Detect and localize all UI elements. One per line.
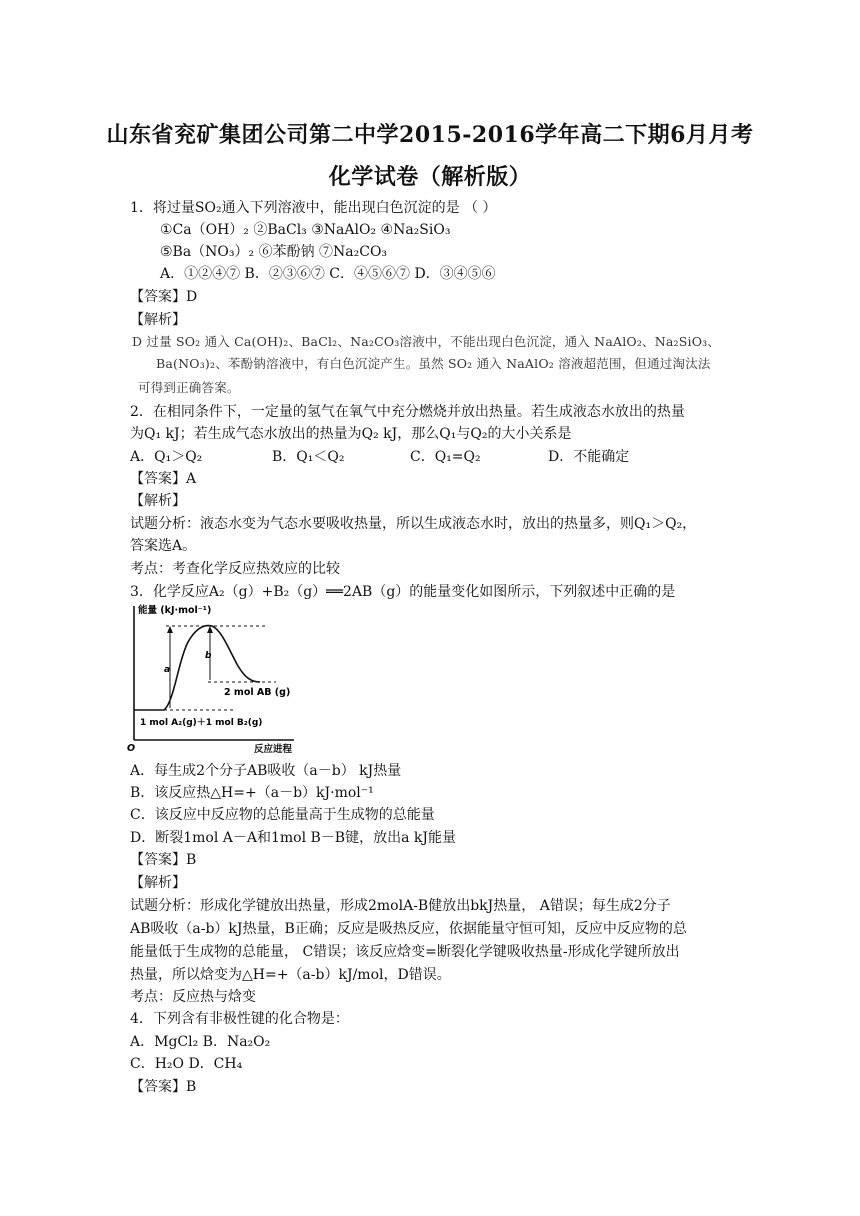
- y-axis-label: 能量 (kJ·mol⁻¹): [138, 605, 212, 616]
- q4-stem: 4．下列含有非极性键的化合物是：: [130, 1011, 349, 1027]
- label-a: a: [164, 665, 171, 675]
- q2-option-d: D．不能确定: [548, 449, 630, 465]
- q2-jiexi-label: 【解析】: [130, 493, 186, 509]
- q3-analysis-line1: 试题分析：形成化学键放出热量，形成2molA-B健放出bkJ热量， A错误；每生成2分子: [130, 898, 671, 914]
- energy-diagram: [126, 602, 296, 754]
- q1-jiexi-label: 【解析】: [130, 312, 186, 328]
- arrow-a-head: [167, 626, 173, 633]
- q4-options-row2: C．H₂O D．CH₄: [130, 1056, 243, 1072]
- q3-kaodian: 考点：反应热与焓变: [130, 989, 256, 1005]
- q3-answer: 【答案】B: [130, 852, 197, 868]
- arrow-b-head: [207, 626, 213, 633]
- q1-scan-line2: Ba(NO₃)₂、苯酚钠溶液中，有白色沉淀产生。虽然 SO₂ 通入 NaAlO₂ 溶液超范围，但通过淘汰法: [156, 356, 711, 371]
- q1-choices: A．①②④⑦ B．②③⑥⑦ C．④⑤⑥⑦ D．③④⑤⑥: [160, 266, 496, 282]
- reactant-label: 1 mol A₂(g)＋1 mol B₂(g): [140, 718, 263, 728]
- q2-analysis-line2: 答案选A。: [130, 538, 197, 554]
- q1-answer: 【答案】D: [130, 289, 198, 305]
- q3-analysis-line3: 能量低于生成物的总能量， C错误；该反应焓变=断裂化学键吸收热量-形成化学键所放出: [130, 944, 680, 960]
- q3-analysis-line4: 热量，所以焓变为△H=+（a-b）kJ/mol，D错误。: [130, 967, 451, 983]
- q3-option-d: D．断裂1mol A－A和1mol B－B键，放出a kJ能量: [130, 830, 456, 846]
- q1-scan-line3: 可得到正确答案。: [138, 380, 240, 395]
- q3-option-c: C．该反应中反应物的总能量高于生成物的总能量: [130, 807, 435, 823]
- q2-option-a: A．Q₁＞Q₂: [130, 449, 203, 465]
- q3-jiexi-label: 【解析】: [130, 875, 186, 891]
- q2-option-b: B．Q₁＜Q₂: [272, 449, 345, 465]
- q1-options-row2: ⑤Ba（NO₃）₂ ⑥苯酚钠 ⑦Na₂CO₃: [160, 244, 388, 260]
- q2-option-c: C．Q₁=Q₂: [410, 449, 481, 465]
- q3-option-a: A．每生成2个分子AB吸收（a－b） kJ热量: [130, 763, 402, 779]
- q2-stem-line2: 为Q₁ kJ；若生成气态水放出的热量为Q₂ kJ，那么Q₁与Q₂的大小关系是: [130, 426, 572, 442]
- product-label: 2 mol AB (g): [224, 687, 291, 698]
- q2-stem-line1: 2．在相同条件下，一定量的氢气在氧气中充分燃烧并放出热量。若生成液态水放出的热量: [130, 404, 685, 420]
- q4-answer: 【答案】B: [130, 1079, 197, 1095]
- exam-title-line1: 山东省兖矿集团公司第二中学2015-2016学年高二下期6月月考: [106, 122, 754, 148]
- q2-kaodian: 考点：考查化学反应热效应的比较: [130, 561, 340, 577]
- exam-title-line2: 化学试卷（解析版）: [328, 164, 532, 190]
- q1-stem: 1．将过量SO₂通入下列溶液中，能出现白色沉淀的是 （ ）: [130, 200, 497, 216]
- label-b: b: [205, 651, 212, 661]
- x-axis-label: 反应进程: [254, 744, 293, 754]
- q2-answer: 【答案】A: [130, 471, 197, 487]
- q4-options-row1: A．MgCl₂ B．Na₂O₂: [130, 1034, 271, 1050]
- q3-analysis-line2: AB吸收（a-b）kJ热量，B正确；反应是吸热反应，依据能量守恒可知，反应中反应物的总: [130, 921, 687, 937]
- q2-analysis-line1: 试题分析：液态水变为气态水要吸收热量，所以生成液态水时，放出的热量多，则Q₁＞Q₂，: [130, 516, 697, 532]
- q3-stem: 3．化学反应A₂（g）+B₂（g）══2AB（g）的能量变化如图所示，下列叙述中正确的是: [130, 584, 676, 600]
- q1-scan-line1: D 过量 SO₂ 通入 Ca(OH)₂、BaCl₂、Na₂CO₃溶液中，不能出现白色沉淀，通入 NaAlO₂、Na₂SiO₃、: [132, 334, 721, 349]
- origin-label: O: [127, 743, 136, 754]
- q3-option-b: B．该反应热△H=+（a－b）kJ·mol⁻¹: [130, 785, 374, 801]
- q1-options-row1: ①Ca（OH）₂ ②BaCl₃ ③NaAlO₂ ④Na₂SiO₃: [160, 222, 451, 238]
